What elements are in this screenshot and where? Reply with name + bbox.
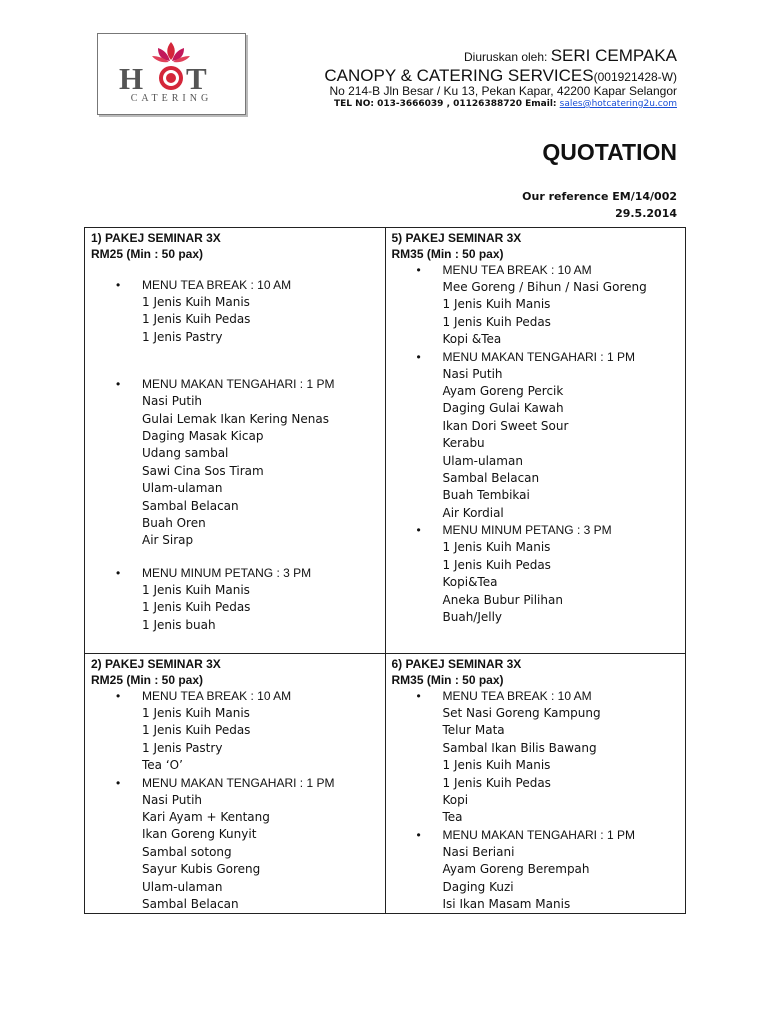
menu-item: Kopi&Tea — [442, 575, 498, 590]
table-row — [85, 654, 686, 914]
package-title: 6) PAKEJ SEMINAR 3X — [391, 657, 522, 671]
menu-item: Kari Ayam + Kentang — [142, 810, 270, 825]
package-price: RM35 (Min : 50 pax) — [391, 673, 504, 687]
email-link[interactable]: sales@hotcatering2u.com — [559, 98, 677, 109]
menu-item: Ulam-ulaman — [142, 481, 223, 496]
menu-item: Ikan Dori Sweet Sour — [442, 418, 569, 433]
menu-item: Sambal sotong — [142, 844, 232, 859]
menu-heading: • MENU MAKAN TENGAHARI : 1 PM — [392, 827, 680, 844]
menu-item: Nasi Putih — [142, 792, 203, 807]
menu-item: Sambal Belacan — [442, 471, 540, 486]
menu-item: 1 Jenis Kuih Pedas — [142, 312, 251, 327]
menu-item: Aneka Bubur Pilihan — [442, 592, 563, 607]
menu-item: Tea — [442, 810, 463, 825]
logo-subtext: CATERING — [130, 93, 213, 104]
package-price: RM25 (Min : 50 pax) — [91, 673, 204, 687]
menu-heading: • MENU MAKAN TENGAHARI : 1 PM — [392, 349, 680, 366]
menu-item: Ulam-ulaman — [142, 879, 223, 894]
menu-item: Ulam-ulaman — [442, 453, 523, 468]
menu-item: 1 Jenis Kuih Manis — [142, 706, 250, 720]
reference-number: Our reference EM/14/002 — [522, 190, 677, 203]
menu-item: Set Nasi Goreng Kampung — [442, 706, 601, 720]
menu-item: Isi Ikan Masam Manis — [442, 897, 571, 912]
menu-item: Daging Masak Kicap — [142, 429, 264, 444]
menu-item: Tea ‘O’ — [142, 758, 183, 773]
menu-item: Udang sambal — [142, 446, 229, 461]
menu-heading: • MENU TEA BREAK : 10 AM — [91, 688, 379, 705]
menu-item: Kerabu — [442, 436, 485, 451]
menu-item: Sambal Belacan — [142, 498, 239, 513]
menu-item: Telur Mata — [442, 723, 505, 738]
menu-item: Buah Oren — [142, 516, 206, 531]
menu-item: Daging Gulai Kawah — [442, 401, 564, 416]
menu-item: Nasi Beriani — [442, 844, 515, 859]
menu-heading: • MENU MINUM PETANG : 3 PM — [392, 522, 680, 539]
managed-by: Diuruskan oleh: SERI CEMPAKA — [463, 46, 677, 65]
menu-item: Air Sirap — [142, 533, 194, 548]
svg-text:T: T — [186, 61, 207, 96]
menu-item: Air Kordial — [442, 505, 504, 520]
menu-item: 1 Jenis Kuih Manis — [442, 297, 551, 312]
menu-item: 1 Jenis Kuih Manis — [442, 540, 551, 555]
menu-heading: • MENU TEA BREAK : 10 AM — [392, 262, 680, 279]
package-cell — [85, 228, 386, 654]
contact-line: TEL NO: 013-3666039 , 01126388720 Email: sales@hotcatering2u.com — [334, 98, 677, 109]
document-date: 29.5.2014 — [615, 207, 677, 220]
company-address: No 214-B Jln Besar / Ku 13, Pekan Kapar, 42200 Kapar Selangor — [329, 84, 677, 99]
menu-heading: • MENU MAKAN TENGAHARI : 1 PM — [91, 775, 379, 792]
table-row — [85, 228, 686, 654]
menu-item: 1 Jenis Kuih Pedas — [142, 600, 251, 615]
menu-item: 1 Jenis Kuih Pedas — [142, 723, 251, 738]
menu-item: Buah Tembikai — [442, 488, 530, 503]
reference-block — [522, 188, 677, 222]
menu-item: 1 Jenis Pastry — [142, 329, 223, 344]
company-header — [324, 46, 677, 109]
menu-item: Buah/Jelly — [442, 609, 503, 624]
menu-item: Ayam Goreng Berempah — [442, 862, 590, 877]
menu-item: 1 Jenis Kuih Pedas — [442, 775, 551, 790]
menu-item: Daging Kuzi — [442, 879, 514, 894]
package-price: RM25 (Min : 50 pax) — [91, 247, 204, 261]
menu-item: Sayur Kubis Goreng — [142, 862, 261, 877]
menu-item: Kopi — [442, 793, 469, 808]
document-title: QUOTATION — [542, 139, 677, 165]
menu-item: Sawi Cina Sos Tiram — [142, 463, 264, 478]
menu-heading: • MENU MAKAN TENGAHARI : 1 PM — [91, 376, 379, 393]
menu-item: 1 Jenis Kuih Pedas — [442, 314, 551, 329]
menu-item: Sambal Ikan Bilis Bawang — [442, 740, 597, 755]
company-logo — [97, 33, 246, 115]
svg-text:H: H — [119, 61, 144, 96]
menu-heading: • MENU TEA BREAK : 10 AM — [392, 688, 680, 705]
package-title: 5) PAKEJ SEMINAR 3X — [391, 231, 522, 245]
menu-heading: • MENU TEA BREAK : 10 AM — [91, 277, 379, 294]
menu-heading: • MENU MINUM PETANG : 3 PM — [91, 565, 379, 582]
menu-item: 1 Jenis Kuih Manis — [142, 582, 250, 597]
menu-item: 1 Jenis Pastry — [142, 740, 223, 755]
menu-item: Gulai Lemak Ikan Kering Nenas — [142, 411, 329, 426]
menu-item: Ikan Goreng Kunyit — [142, 827, 257, 842]
menu-item: Nasi Putih — [142, 394, 203, 409]
menu-item: Nasi Putih — [442, 366, 503, 381]
package-cell — [385, 654, 686, 914]
package-cell — [385, 228, 686, 654]
menu-item: 1 Jenis Kuih Manis — [442, 758, 551, 773]
company-name: CANOPY & CATERING SERVICES(001921428-W) — [324, 65, 677, 85]
package-title: 1) PAKEJ SEMINAR 3X — [91, 231, 221, 245]
menu-item: Ayam Goreng Percik — [442, 384, 564, 399]
menu-item: 1 Jenis Kuih Manis — [142, 295, 250, 309]
menu-item: Kopi &Tea — [442, 332, 502, 347]
menu-item: 1 Jenis buah — [142, 617, 216, 632]
menu-item: 1 Jenis Kuih Pedas — [442, 557, 551, 572]
package-title: 2) PAKEJ SEMINAR 3X — [91, 657, 221, 671]
menu-item: Mee Goreng / Bihun / Nasi Goreng — [442, 280, 647, 294]
menu-item: Sambal Belacan — [142, 897, 239, 912]
packages-table — [84, 227, 686, 914]
package-price: RM35 (Min : 50 pax) — [391, 247, 504, 261]
package-cell — [85, 654, 386, 914]
